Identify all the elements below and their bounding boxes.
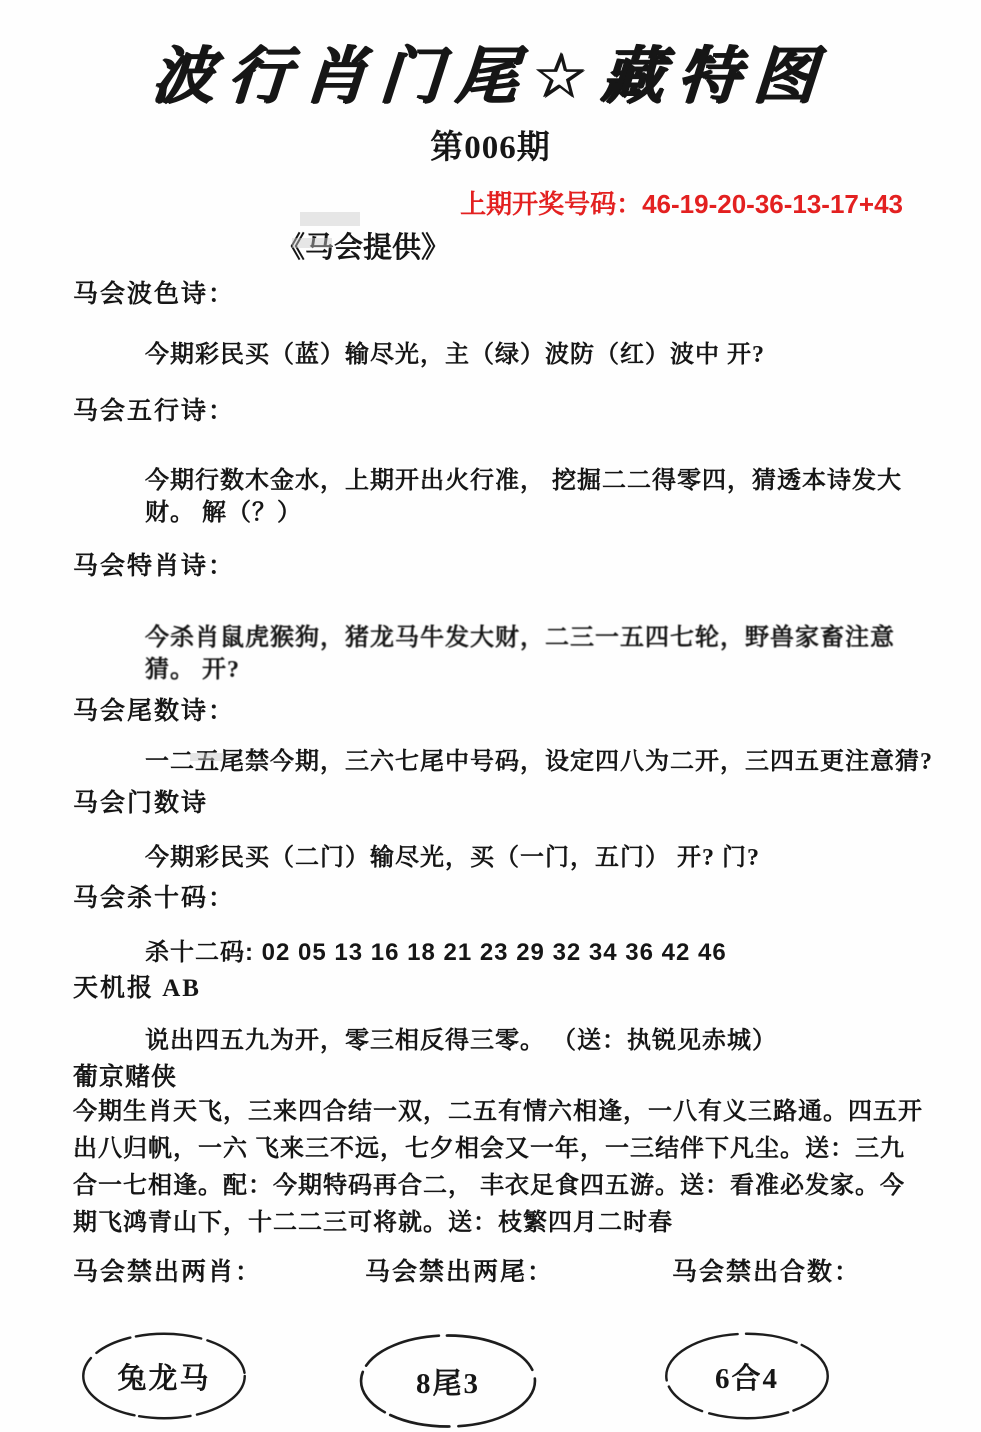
section-label-tianji: 天机报 AB	[73, 975, 201, 1002]
page-title: 波行肖门尾☆藏特图	[148, 39, 832, 112]
ban-oval-zodiac	[78, 1330, 250, 1422]
section-label-menshu: 马会门数诗	[73, 790, 209, 817]
ban-col-zodiac	[0, 1252, 295, 1432]
section-poem-tianji: 说出四五九为开，零三相反得三零。 （送：执锐见赤城）	[145, 1028, 777, 1054]
ban-label-tail: 马会禁出两尾：	[365, 1259, 555, 1286]
pujing-line-1: 今期生肖天飞，三来四合结一双，二五有情六相逢，一八有义三路通。四五开出八归帆，一六	[73, 1099, 923, 1162]
pujing-line-3: 丰衣足食四五游。送：看准必发家。今期飞鸿青山下，十二二三可将就。送：枝繁四月二时春	[73, 1173, 905, 1236]
scan-noise	[190, 753, 224, 761]
ban-col-tail	[295, 1252, 602, 1432]
section-poem-texiao: 今杀肖鼠虎猴狗，猪龙马牛发大财，二三一五四七轮，野兽家畜注意猜。 开?	[145, 625, 895, 683]
section-poem-weishu: 一二五尾禁今期，三六七尾中号码，设定四八为二开，三四五更注意猜?	[145, 749, 933, 775]
ban-row	[0, 1252, 981, 1432]
section-label-bose: 马会波色诗：	[73, 281, 236, 308]
pujing-paragraph	[73, 1094, 929, 1242]
section-poem-menshu: 今期彩民买（二门）输尽光，买（一门，五门） 开? 门?	[145, 845, 760, 871]
section-poem-wuxing: 今期行数木金水，上期开出火行准， 挖掘二二得零四，猜透本诗发大财。 解（？）	[145, 468, 902, 526]
section-poem-bose: 今期彩民买（蓝）输尽光，主（绿）波防（红）波中 开?	[145, 342, 765, 368]
ban-oval-sum	[654, 1330, 840, 1422]
section-label-texiao: 马会特肖诗：	[73, 553, 236, 580]
section-label-wuxing: 马会五行诗：	[73, 398, 236, 425]
issue-number: 第006期	[430, 130, 551, 166]
section-kill-codes: 杀十二码: 02 05 13 16 18 21 23 29 32 34 36 42 46	[145, 939, 727, 966]
section-label-pujing: 葡京赌侠	[73, 1064, 178, 1091]
ban-value-tail: 8尾3	[415, 1367, 480, 1400]
pujing-line-2: 飞来三不远，七夕相会又一年，一三结伴下凡尘。送：三九合一七相逢。配：今期特码再合二，	[73, 1136, 905, 1199]
provider-heading: 《马会提供》	[275, 232, 450, 264]
section-label-weishu: 马会尾数诗：	[73, 698, 236, 725]
ban-value-sum: 6合4	[714, 1362, 779, 1395]
section-label-shama: 马会杀十码：	[73, 885, 236, 912]
ban-oval-tail	[357, 1330, 539, 1432]
last-draw-numbers: 上期开奖号码：46-19-20-36-13-17+43	[460, 189, 903, 219]
ban-label-zodiac: 马会禁出两肖：	[73, 1259, 263, 1286]
scan-noise	[300, 212, 360, 226]
ban-label-sum: 马会禁出合数：	[672, 1259, 862, 1286]
ban-col-sum	[602, 1252, 981, 1432]
ban-value-zodiac: 兔龙马	[117, 1362, 211, 1395]
scanned-lottery-sheet	[0, 26, 981, 1414]
scan-noise	[292, 238, 332, 248]
